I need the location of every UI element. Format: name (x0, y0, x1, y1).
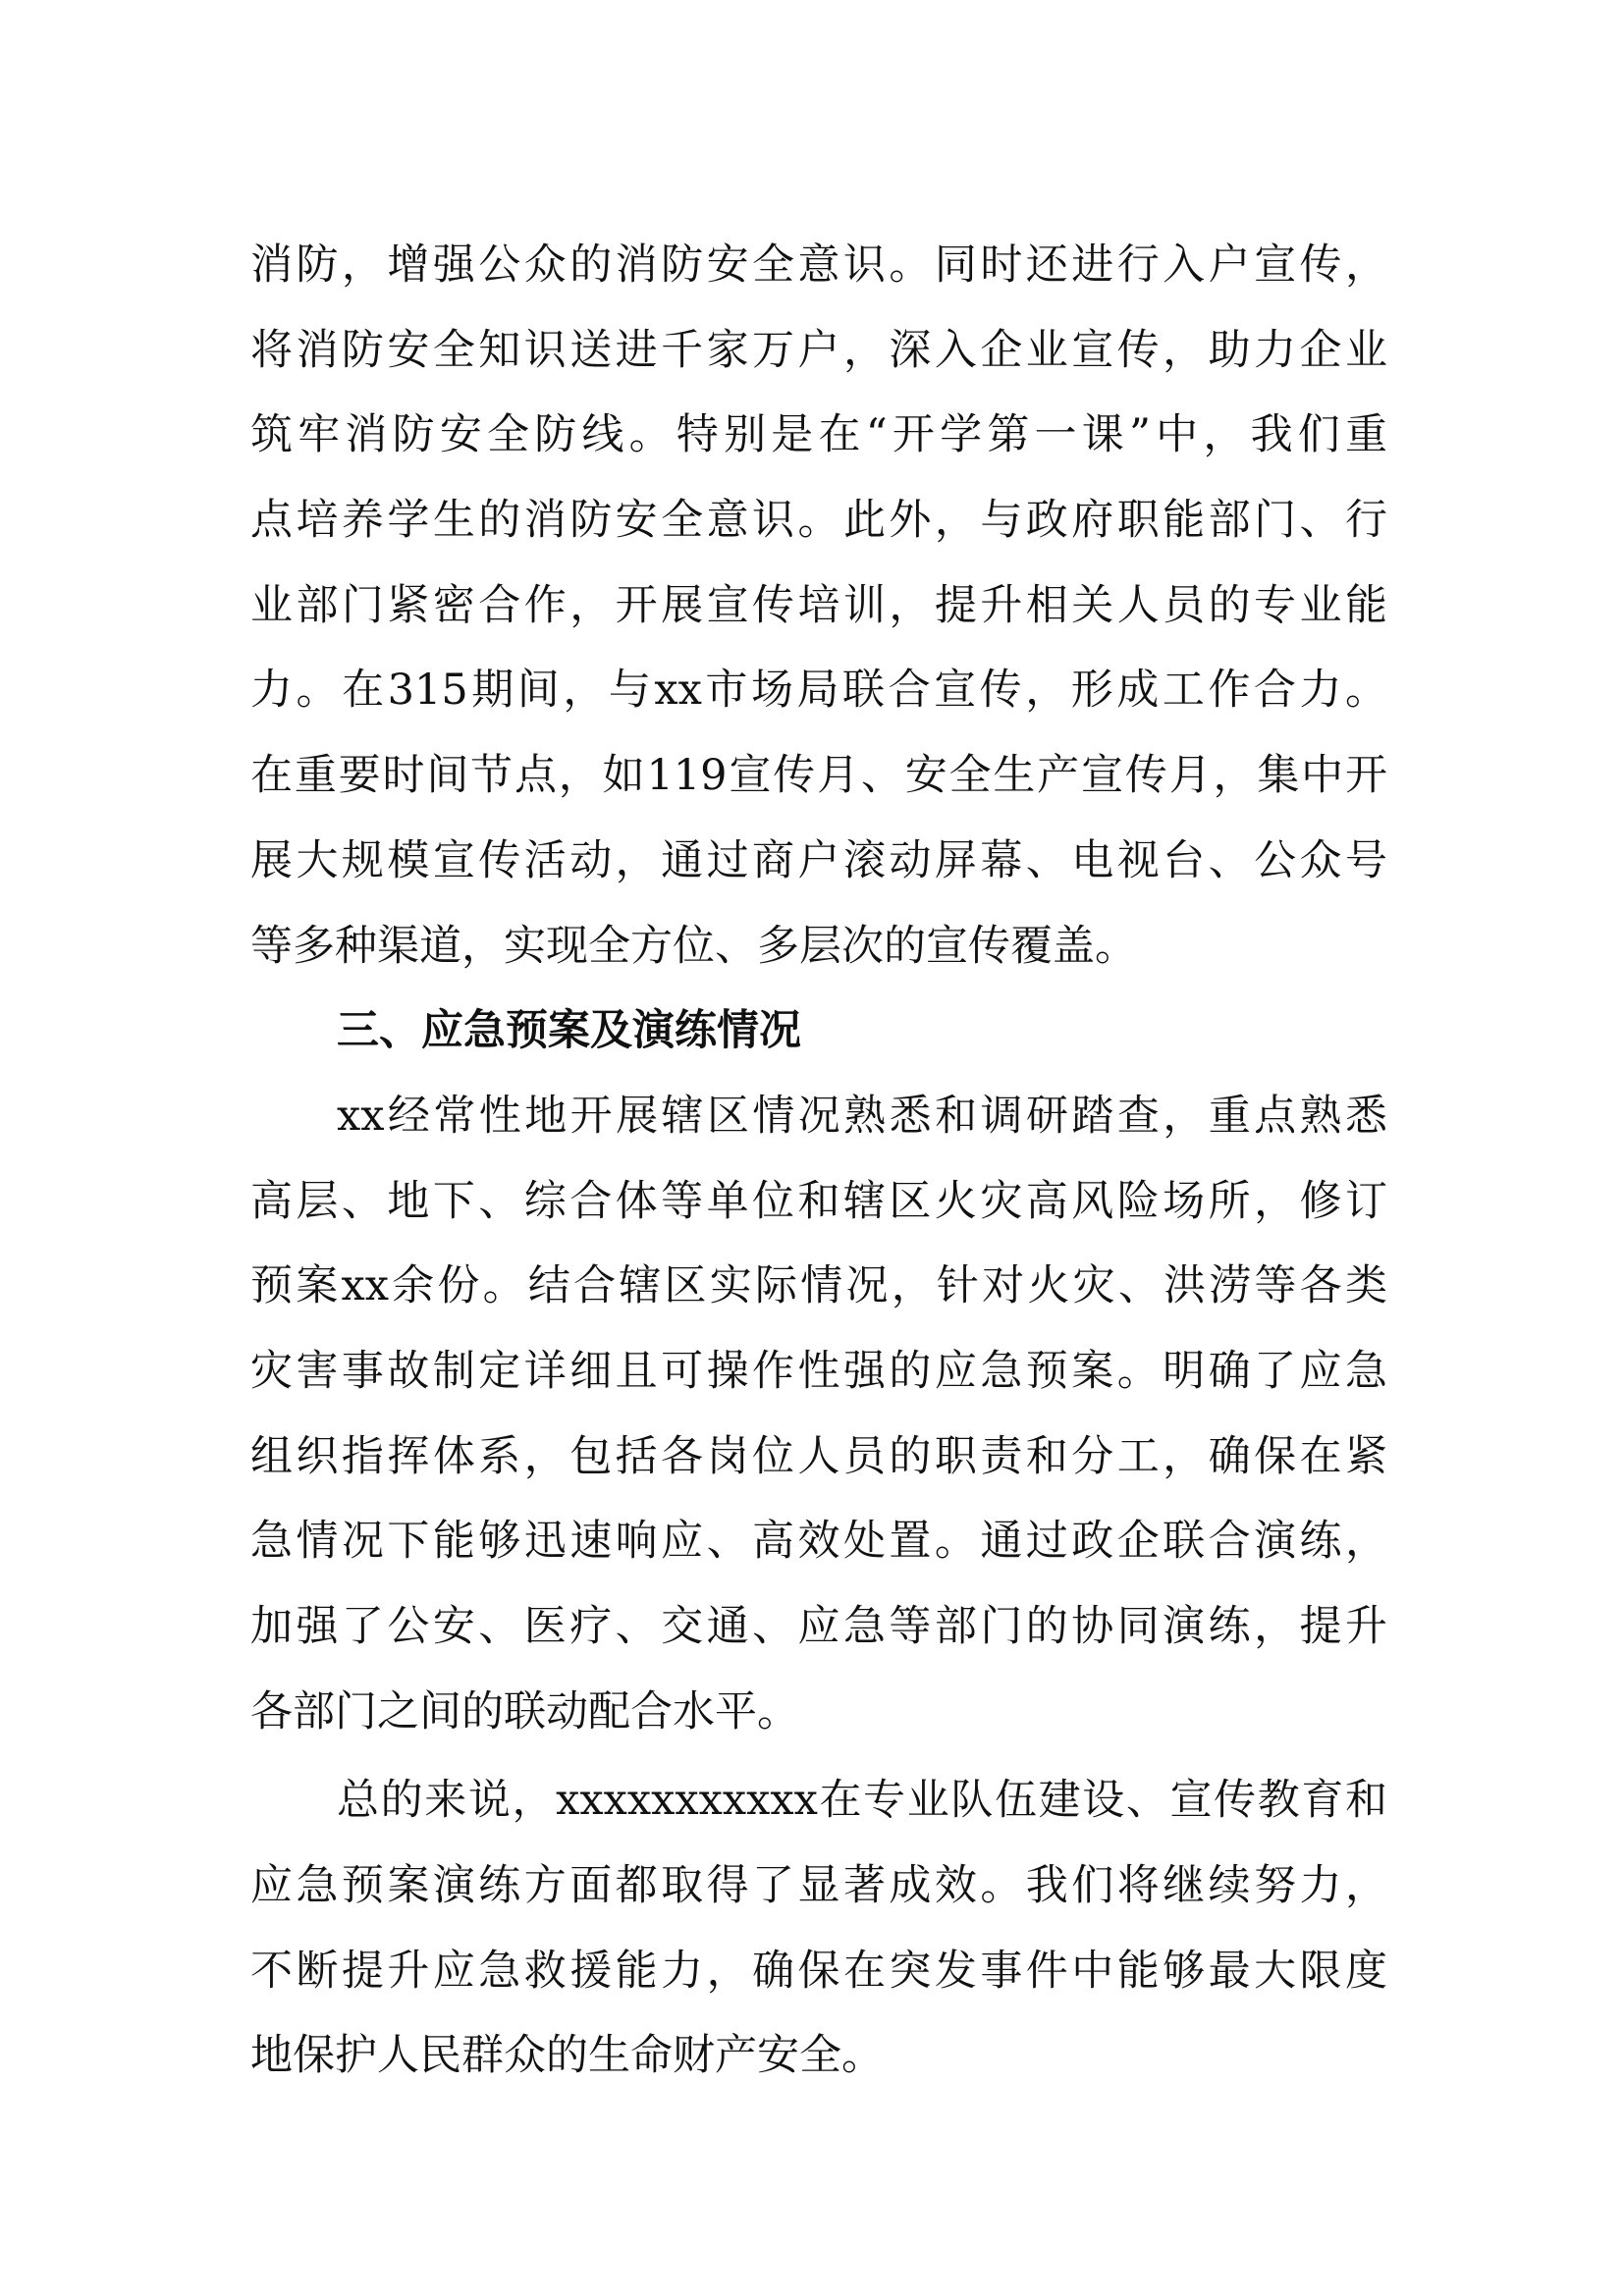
text-line: 将消防安全知识送进千家万户，深入企业宣传，助力企业 (250, 325, 1387, 375)
text-line: 业部门紧密合作，开展宣传培训，提升相关人员的专业能 (250, 580, 1387, 630)
text-line: 力。在315期间，与xx市场局联合宣传，形成工作合力。 (250, 666, 1387, 716)
paragraph-publicity (250, 223, 1387, 988)
text-line: 等多种渠道，实现全方位、多层次的宣传覆盖。 (250, 921, 1137, 971)
text-line: 灾害事故制定详细且可操作性强的应急预案。明确了应急 (250, 1346, 1387, 1396)
text-line: 加强了公安、医疗、交通、应急等部门的协同演练，提升 (250, 1602, 1387, 1651)
text-line: 总的来说，xxxxxxxxxxx在专业队伍建设、宣传教育和 (337, 1776, 1387, 1826)
text-line: 高层、地下、综合体等单位和辖区火灾高风险场所，修订 (250, 1176, 1387, 1226)
section-heading: 三、应急预案及演练情况 (337, 1006, 801, 1056)
text-line: 消防，增强公众的消防安全意识。同时还进行入户宣传， (250, 240, 1387, 290)
text-line: 点培养学生的消防安全意识。此外，与政府职能部门、行 (250, 496, 1387, 546)
text-line: 不断提升应急救援能力，确保在突发事件中能够最大限度 (250, 1946, 1387, 1996)
text-line: 各部门之间的联动配合水平。 (250, 1686, 799, 1736)
text-line: 应急预案演练方面都取得了显著成效。我们将继续努力， (250, 1861, 1387, 1911)
text-line: 组织指挥体系，包括各岗位人员的职责和分工，确保在紧 (250, 1431, 1387, 1481)
paragraph-summary (250, 1758, 1387, 2099)
text-line: 在重要时间节点，如119宣传月、安全生产宣传月，集中开 (250, 751, 1387, 801)
text-line: 地保护人民群众的生命财产安全。 (250, 2031, 884, 2081)
text-line: 急情况下能够迅速响应、高效处置。通过政企联合演练， (250, 1517, 1387, 1567)
paragraph-emergency-plans (250, 1074, 1387, 1755)
text-line: xx经常性地开展辖区情况熟悉和调研踏查，重点熟悉 (337, 1091, 1387, 1141)
text-line: 筑牢消防安全防线。特别是在“开学第一课”中，我们重 (250, 410, 1387, 460)
document-page (250, 223, 1387, 2099)
text-line: 展大规模宣传活动，通过商户滚动屏幕、电视台、公众号 (250, 835, 1387, 885)
text-line: 预案xx余份。结合辖区实际情况，针对火灾、洪涝等各类 (250, 1261, 1387, 1311)
